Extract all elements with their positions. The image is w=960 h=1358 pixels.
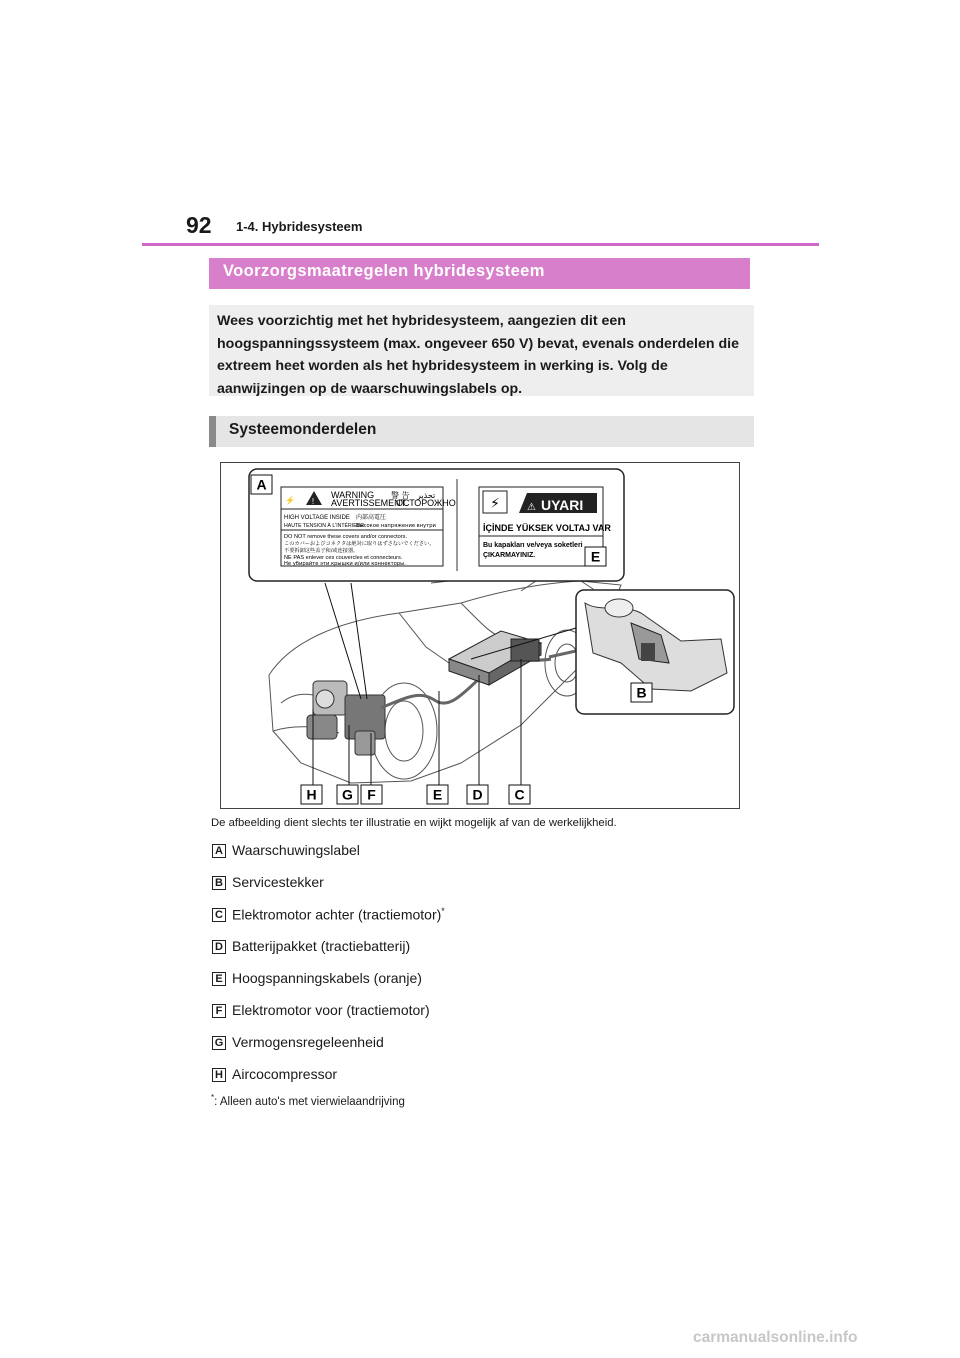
svg-text:HAUTE TENSION À L'INTÉRIEUR: HAUTE TENSION À L'INTÉRIEUR (284, 523, 365, 529)
legend-label: Servicestekker (232, 874, 324, 890)
legend-label: Elektromotor achter (tractiemotor)* (232, 906, 445, 923)
engine-components (307, 681, 385, 755)
callout-a (251, 475, 272, 494)
legend-key-d: D (212, 940, 226, 954)
leader-lines (313, 583, 576, 785)
warning-label-en (281, 487, 456, 567)
watermark: carmanualsonline.info (693, 1329, 858, 1346)
svg-text:H: H (306, 786, 317, 803)
footnote-mark: * (211, 1093, 215, 1102)
legend-key-b: B (212, 876, 226, 890)
svg-text:⚠: ⚠ (527, 502, 536, 513)
svg-text:B: B (636, 684, 647, 701)
svg-text:⚡: ⚡ (285, 496, 295, 505)
footnote (211, 1093, 405, 1108)
svg-text:E: E (590, 548, 601, 565)
svg-text:D: D (472, 786, 483, 803)
svg-text:Не убирайте эти крышки и/или к: Не убирайте эти крышки и/или коннекторы. (284, 561, 406, 567)
legend-label: Aircocompressor (232, 1066, 338, 1082)
svg-text:G: G (342, 786, 353, 803)
legend-label: Elektromotor voor (tractiemotor) (232, 1002, 430, 1018)
section-title: Voorzorgsmaatregelen hybridesysteem (223, 262, 545, 280)
svg-text:不要拆卸这些盖子和/或连接器。: 不要拆卸这些盖子和/或连接器。 (284, 548, 359, 554)
subsection-title: Systeemonderdelen (229, 421, 377, 438)
intro-box (209, 305, 754, 396)
callout-f (361, 785, 382, 804)
legend-label: Batterijpakket (tractiebatterij) (232, 938, 411, 954)
svg-text:F: F (367, 786, 376, 803)
page-number: 92 (186, 212, 212, 238)
service-plug-inset (576, 590, 734, 714)
legend-key-e: E (212, 972, 226, 986)
subsection-heading (209, 416, 754, 447)
svg-text:ОСТОРОЖНО: ОСТОРОЖНО (396, 498, 456, 508)
legend-key-c: C (212, 908, 226, 922)
svg-text:このカバーおよびコネクタは絶対に取りはずさないでください。: このカバーおよびコネクタは絶対に取りはずさないでください。 (284, 541, 435, 547)
svg-text:UYARI: UYARI (541, 497, 584, 513)
battery-pack (449, 631, 541, 685)
svg-text:警 告: 警 告 (391, 491, 410, 500)
callout-e (585, 547, 606, 566)
legend-label: Hoogspanningskabels (oranje) (232, 970, 422, 986)
svg-text:HIGH VOLTAGE INSIDE: HIGH VOLTAGE INSIDE (284, 515, 350, 521)
svg-text:Высокое напряжение внутри: Высокое напряжение внутри (356, 523, 436, 529)
intro-text: Wees voorzichtig met het hybridesysteem, aangezien dit een hoogspanningssysteem (max. ongeveer 650 V) bevat, evenals onderdelen die extreem heet worden als het hybridesysteem in werking is. Volg de aanwijzingen op de waarschuwingslabels op. (217, 313, 739, 397)
callout-e (427, 785, 448, 804)
callout-b (631, 683, 652, 702)
svg-text:DO NOT remove these covers and: DO NOT remove these covers and/or connectors. (284, 534, 408, 540)
hybrid-system-illustration (221, 463, 739, 808)
callout-h (301, 785, 322, 804)
svg-text:NE PAS enlever ces couvercles: NE PAS enlever ces couvercles et connecteurs. (284, 555, 403, 561)
svg-text:WARNING: WARNING (331, 490, 375, 500)
legend-label: Vermogensregeleenheid (232, 1034, 384, 1050)
svg-text:!: ! (311, 497, 315, 506)
section-title-band (209, 258, 750, 289)
svg-text:تحذير: تحذير (417, 491, 436, 500)
figure-caption: De afbeelding dient slechts ter illustratie en wijkt mogelijk af van de werkelijkheid. (211, 817, 617, 829)
svg-text:ÇIKARMAYINIZ.: ÇIKARMAYINIZ. (483, 552, 536, 559)
legend-key-h: H (212, 1068, 226, 1082)
legend-label: Waarschuwingslabel (232, 842, 360, 858)
legend-key-g: G (212, 1036, 226, 1050)
legend-key-a: A (212, 844, 226, 858)
system-components-figure (220, 462, 740, 809)
svg-text:İÇİNDE YÜKSEK VOLTAJ VAR: İÇİNDE YÜKSEK VOLTAJ VAR (483, 523, 611, 533)
svg-text:AVERTISSEMENT: AVERTISSEMENT (331, 498, 407, 508)
svg-text:⚡: ⚡ (490, 496, 500, 512)
callout-c (509, 785, 530, 804)
svg-text:C: C (514, 786, 525, 803)
svg-text:A: A (256, 476, 267, 493)
header-rule (142, 243, 819, 246)
svg-text:Bu kapakları ve/veya soketleri: Bu kapakları ve/veya soketleri (483, 542, 583, 549)
callout-d (467, 785, 488, 804)
running-header: 1-4. Hybridesysteem (236, 219, 363, 234)
svg-text:E: E (432, 786, 443, 803)
svg-text:内部高電圧: 内部高電圧 (356, 514, 387, 521)
legend-key-f: F (212, 1004, 226, 1018)
callout-g (337, 785, 358, 804)
footnote-text: : Alleen auto's met vierwielaandrijving (214, 1095, 405, 1108)
footnote-ref: * (441, 906, 445, 916)
